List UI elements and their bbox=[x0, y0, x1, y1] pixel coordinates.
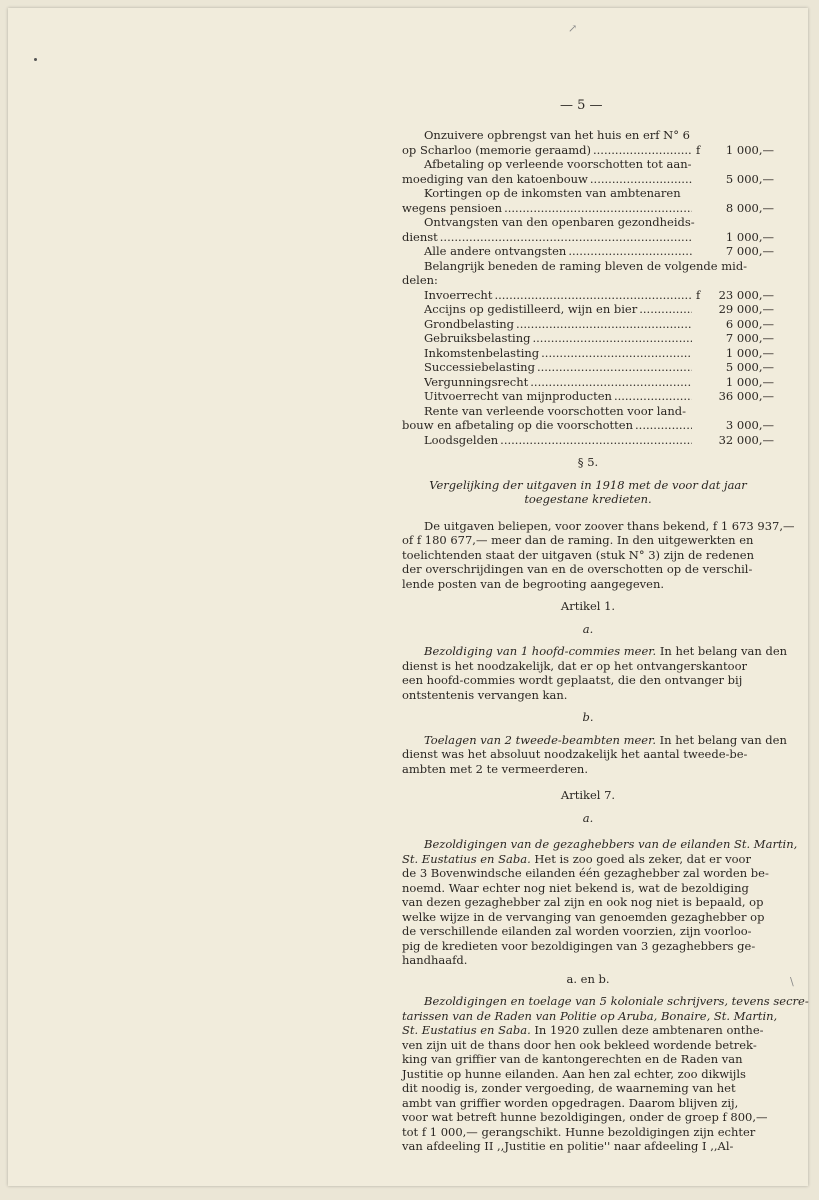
rente-line-1: Rente van verleende voorschotten voor land- bbox=[424, 403, 686, 418]
art7-a-italic-1: Bezoldigingen van de gezaghebbers van de eilanden St. Martin, bbox=[424, 837, 798, 851]
revenue-6-amount: 1 000,— bbox=[725, 374, 774, 389]
art7-a-text-0: Het is zoo goed als zeker, dat er voor bbox=[530, 851, 751, 866]
receipt-2-amount: 8 000,— bbox=[725, 200, 774, 215]
page-corner-mark: ↗ bbox=[568, 22, 578, 35]
art7-a-line-6: pig de kredieten voor bezoldigingen van 3 gezaghebbers ge- bbox=[402, 938, 756, 953]
art1-b-line-1: dienst was het absoluut noodzakelijk het aantal tweede-be- bbox=[402, 747, 748, 761]
revenue-0-currency: f bbox=[696, 287, 701, 302]
receipt-3-label: dienst bbox=[402, 229, 438, 244]
rente-row bbox=[402, 418, 774, 433]
receipt-3 bbox=[402, 230, 774, 245]
receipt-2-label: wegens pensioen bbox=[402, 200, 503, 215]
para1-line-0: De uitgaven beliepen, voor zoover thans bekend, f 1 673 937,— bbox=[424, 518, 795, 533]
receipt-1-label: moediging van den katoenbouw bbox=[402, 171, 588, 186]
art1-b-italic: Toelagen van 2 tweede-beambten meer. bbox=[424, 732, 656, 747]
revenue-7-label: Uitvoerrecht van mijnproducten bbox=[424, 389, 612, 403]
revenue-3 bbox=[402, 331, 774, 346]
revenue-2-label: Grondbelasting bbox=[424, 316, 515, 331]
receipt-0 bbox=[402, 143, 774, 158]
rente-amount: 3 000,— bbox=[725, 418, 774, 432]
art1-a-text-0: In het belang van den bbox=[656, 644, 788, 658]
para1-line-2: toelichtenden staat der uitgaven (stuk N° 3) zijn de redenen bbox=[402, 547, 754, 562]
loods-amount: 32 000,— bbox=[718, 432, 774, 447]
receipt-1-amount: 5 000,— bbox=[725, 171, 774, 186]
rente-label: bouw en afbetaling op die voorschotten bbox=[402, 418, 634, 432]
section-title-line-1: Vergelijking der uitgaven in 1918 met de voor dat jaar bbox=[429, 477, 747, 492]
receipt-1-line1: Afbetaling op verleende voorschotten tot aan- bbox=[424, 157, 692, 171]
art7-ab-italic-2: tarissen van de Raden van Politie op Aruba, Bonaire, St. Martin, bbox=[402, 1008, 778, 1023]
section-title-line-2: toegestane kredieten. bbox=[524, 492, 652, 506]
art7-a-line-7: handhaafd. bbox=[402, 953, 468, 967]
loods-row bbox=[402, 433, 774, 448]
intro-line-2: delen: bbox=[402, 273, 438, 287]
art7-a-label: a. bbox=[582, 810, 594, 825]
revenue-5 bbox=[402, 360, 774, 375]
art7-a-italic-2: St. Eustatius en Saba. bbox=[402, 851, 531, 866]
art1-a-label: a. bbox=[582, 621, 594, 636]
receipt-0-label: op Scharloo (memorie geraamd) bbox=[402, 142, 591, 157]
art7-a-line-4: welke wijze in de vervanging van genoemden gezaghebber op bbox=[402, 909, 765, 924]
art7-ab-italic-1: Bezoldigingen en toelage van 5 koloniale schrijvers, tevens secre- bbox=[424, 994, 809, 1008]
art7-ab-text-0: In 1920 zullen deze ambtenaren onthe- bbox=[530, 1023, 764, 1037]
revenue-0-amount: 23 000,— bbox=[718, 287, 774, 302]
revenue-1-amount: 29 000,— bbox=[718, 302, 774, 316]
receipt-1 bbox=[402, 172, 774, 187]
art1-a-line-0 bbox=[402, 644, 788, 659]
margin-mark: \ bbox=[790, 975, 794, 988]
revenue-0 bbox=[402, 288, 774, 303]
revenue-2-amount: 6 000,— bbox=[725, 316, 774, 331]
art1-a-line-2: een hoofd-commies wordt geplaatst, die den ontvanger bij bbox=[402, 673, 743, 687]
revenue-7 bbox=[402, 389, 774, 404]
art7-a-line-5: de verschillende eilanden zal worden voorzien, zijn voorloo- bbox=[402, 924, 752, 938]
receipt-3-amount: 1 000,— bbox=[725, 229, 774, 244]
revenue-4 bbox=[402, 346, 774, 361]
art7-ab-line-8: van afdeeling II ,,Justitie en politie'' naar afdeeling I ,,Al- bbox=[402, 1139, 734, 1153]
revenue-6-label: Vergunningsrecht bbox=[424, 374, 529, 389]
art7-ab-line-6: voor wat betreft hunne bezoldigingen, onder de groep f 800,— bbox=[402, 1110, 768, 1124]
art7-ab-italic-3: St. Eustatius en Saba. bbox=[402, 1023, 531, 1037]
para1-line-3: der overschrijdingen van en de overschotten op de verschil- bbox=[402, 562, 753, 576]
receipt-0-line1: Onzuivere opbrengst van het huis en erf N° 6 bbox=[424, 128, 690, 142]
revenue-1 bbox=[402, 302, 774, 317]
receipt-2-line1: Kortingen op de inkomsten van ambtenaren bbox=[424, 186, 681, 200]
revenue-5-label: Successiebelasting bbox=[424, 360, 535, 374]
revenue-4-amount: 1 000,— bbox=[725, 345, 774, 360]
art1-heading: Artikel 1. bbox=[560, 599, 616, 613]
revenue-5-amount: 5 000,— bbox=[725, 360, 774, 374]
art7-a-line-2: noemd. Waar echter nog niet bekend is, wat de bezoldiging bbox=[402, 880, 749, 895]
art7-ab-line-5: ambt van griffier worden opgedragen. Daarom blijven zij, bbox=[402, 1095, 739, 1110]
art1-a-line-3: ontstentenis vervangen kan. bbox=[402, 687, 568, 702]
para1-line-1: of f 180 677,— meer dan de raming. In den uitgewerkten en bbox=[402, 533, 754, 547]
revenue-3-label: Gebruiksbelasting bbox=[424, 331, 531, 345]
receipt-4 bbox=[402, 244, 774, 259]
receipt-2 bbox=[402, 201, 774, 216]
art1-a-italic: Bezoldiging van 1 hoofd-commies meer. bbox=[424, 644, 657, 658]
art7-a-line-1: de 3 Bovenwindsche eilanden één gezaghebber zal worden be- bbox=[402, 866, 769, 880]
revenue-2 bbox=[402, 317, 774, 332]
art7-ab-line-7: tot f 1 000,— gerangschikt. Hunne bezoldigingen zijn echter bbox=[402, 1124, 756, 1139]
receipt-3-line1: Ontvangsten van den openbaren gezondheids- bbox=[424, 215, 695, 229]
receipt-4-amount: 7 000,— bbox=[725, 244, 774, 258]
art7-ab-line-4: dit noodig is, zonder vergoeding, de waarneming van het bbox=[402, 1081, 736, 1095]
art7-ab-line-1: ven zijn uit de thans door hen ook bekleed wordende betrek- bbox=[402, 1037, 757, 1052]
revenue-0-label: Invoerrecht bbox=[424, 287, 493, 302]
receipt-4-label: Alle andere ontvangsten bbox=[424, 244, 567, 258]
revenue-4-label: Inkomstenbelasting bbox=[424, 345, 540, 360]
speck bbox=[34, 58, 37, 61]
art7-heading: Artikel 7. bbox=[560, 788, 616, 802]
art7-ab-line-3: Justitie op hunne eilanden. Aan hen zal echter, zoo dikwijls bbox=[402, 1066, 746, 1081]
loods-label: Loodsgelden bbox=[424, 432, 499, 447]
intro-line-1: Belangrijk beneden de raming bleven de volgende mid- bbox=[424, 258, 748, 273]
art7-ab-label: a. en b. bbox=[566, 971, 610, 986]
revenue-7-amount: 36 000,— bbox=[718, 389, 774, 403]
art1-b-line-0 bbox=[402, 732, 787, 748]
receipt-0-currency: f bbox=[696, 142, 701, 157]
receipt-0-amount: 1 000,— bbox=[725, 142, 774, 157]
art7-ab-line-2: king van griffier van de kantongerechten en de Raden van bbox=[402, 1052, 743, 1066]
section-mark: § 5. bbox=[577, 455, 599, 469]
art7-a-line-3: van dezen gezaghebber zal zijn en ook nog niet is bepaald, op bbox=[402, 895, 764, 909]
para1-line-4: lende posten van de begrooting aangegeven. bbox=[402, 576, 665, 591]
art7-a-line-0 bbox=[402, 852, 774, 867]
revenue-1-label: Accijns op gedistilleerd, wijn en bier bbox=[424, 302, 638, 316]
document-body bbox=[402, 128, 809, 1154]
art1-b-line-2: ambten met 2 te vermeerderen. bbox=[402, 761, 588, 776]
art1-b-text-0: In het belang van den bbox=[655, 732, 787, 747]
revenue-3-amount: 7 000,— bbox=[725, 331, 774, 345]
art7-ab-line-0 bbox=[402, 1023, 774, 1038]
page-number: — 5 — bbox=[560, 98, 603, 113]
art1-b-label: b. bbox=[582, 710, 594, 724]
revenue-6 bbox=[402, 375, 774, 390]
art1-a-line-1: dienst is het noodzakelijk, dat er op het ontvangerskantoor bbox=[402, 658, 748, 673]
